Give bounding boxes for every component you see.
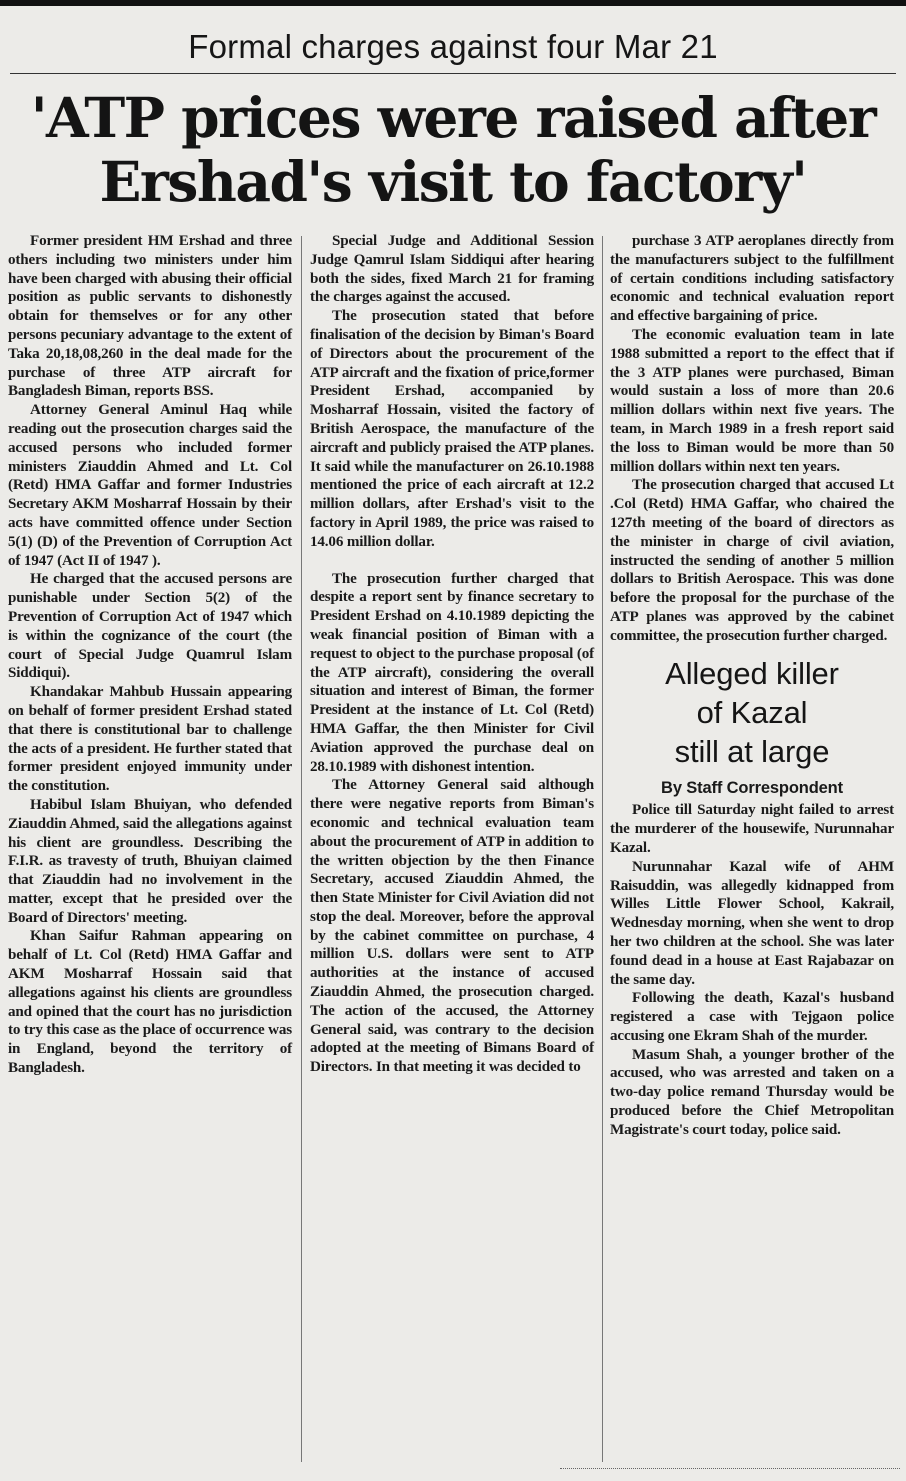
paragraph-gap <box>310 552 594 570</box>
column-divider-2 <box>602 236 603 1462</box>
clipped-bottom-edge <box>560 1468 900 1481</box>
story-paragraph: Nurunnahar Kazal wife of AHM Raisuddin, was allegedly kidnapped from Willes Little Flower School, Kakrail, Wednesday morning, when she went to drop her two children at the school. She was later found dead in a house at East Rajabazar on the same day. <box>610 858 894 988</box>
article-paragraph: The economic evaluation team in late 1988 submitted a report to the effect that if the 3 ATP planes were purchased, Biman would sustain a loss of more than 20.6 million dollars within next five years. The team, in March 1989 in a fresh report said the loss to Biman would be more than 50 million dollars within next ten years. <box>610 326 894 475</box>
article-column-3 <box>610 232 894 1140</box>
main-headline <box>0 86 906 214</box>
column-divider-1 <box>301 236 302 1462</box>
second-headline-line-3: still at large <box>674 733 830 769</box>
headline-line-1: 'ATP prices were raised after <box>30 85 876 150</box>
second-story-headline <box>610 654 894 771</box>
article-paragraph: Khandakar Mahbub Hussain appearing on behalf of former president Ershad stated that there is constitutional bar to challenge the acts of a president. He further stated that former president enjoyed immunity under the constitution. <box>8 684 292 795</box>
article-paragraph: Khan Saifur Rahman appearing on behalf of Lt. Col (Retd) HMA Gaffar and AKM Mosharraf Hossain said that allegations against his clients are groundless and opined that the court has no jurisdiction to try this case as the place of occurrence was in England, beyond the territory of Bangladesh. <box>8 928 292 1077</box>
article-paragraph: purchase 3 ATP aeroplanes directly from the manufacturers subject to the fulfillment of certain conditions including satisfactory economic and technical evaluation report and effective bargaining of price. <box>610 233 894 325</box>
second-headline-line-1: Alleged killer <box>665 655 839 691</box>
second-headline-line-2: of Kazal <box>696 694 808 730</box>
article-paragraph: Special Judge and Additional Session Judge Qamrul Islam Siddiqui after hearing both the sides, fixed March 21 for framing the charges against the accused. <box>310 233 594 306</box>
article-column-1 <box>8 232 292 1078</box>
article-paragraph: He charged that the accused persons are punishable under Section 5(2) of the Prevention of Corruption Act of 1947 which is within the cognizance of the court (the court of Special Judge Quamrul Islam Siddiqui). <box>8 571 292 682</box>
article-paragraph: Former president HM Ershad and three others including two ministers under him have been charged with abusing their official position as public servants to dishonestly obtain for themselves or for any other persons pecuniary advantage to the extent of Taka 20,18,08,260 in the deal made for the purchase of three ATP aircraft for Bangladesh Biman, reports BSS. <box>8 233 292 400</box>
kicker-divider <box>10 73 896 74</box>
article-paragraph: The Attorney General said although there were negative reports from Biman's economic and technical evaluation team about the procurement of ATP in addition to the written objection by the then Finance Secretary, accused Ziauddin Ahmed, the then State Minister for Civil Aviation did not stop the deal. Moreover, before the approval by the cabinet committee on purchase, 4 million U.S. dollars were sent to ATP authorities at the instance of accused Ziauddin Ahmed, the prosecution charged. The action of the accused, the Attorney General said, was contrary to the decision adopted at the meeting of Bimans Board of Directors. In that meeting it was decided to <box>310 777 594 1076</box>
article-paragraph: The prosecution stated that before finalisation of the decision by Biman's Board of Directors about the procurement of the ATP aircraft and the fixation of price,former President Ershad, accompanied by Mosharraf Hossain, visited the factory of British Aerospace, the manufacture of the aircraft and publicly praised the ATP planes. It said while the manufacturer on 26.10.1988 mentioned the price of each aircraft at 12.2 million dollars, after Ershad's visit to the factory in April 1989, the price was raised to 14.06 million dollar. <box>310 308 594 550</box>
article-column-2 <box>310 232 594 1077</box>
article-paragraph: The prosecution charged that accused Lt .Col (Retd) HMA Gaffar, who chaired the 127th meeting of the board of directors as the minister in charge of civil aviation, instructed the sending of another 5 million dollars to British Aerospace. This was done before the proposal for the purchase of the ATP planes was approved by the cabinet committee, the prosecution further charged. <box>610 477 894 644</box>
story-paragraph: Masum Shah, a younger brother of the accused, who was arrested and taken on a two-day police remand Thursday would be produced before the Chief Metropolitan Magistrate's court today, police said. <box>610 1046 894 1138</box>
story-paragraph: Police till Saturday night failed to arrest the murderer of the housewife, Nurunnahar Kazal. <box>610 802 894 856</box>
article-paragraph: Habibul Islam Bhuiyan, who defended Ziauddin Ahmed, said the allegations against his client are groundless. Describing the F.I.R. as travesty of truth, Bhuiyan claimed that Ziauddin had no involvement in the matter, except that he presided over the Board of Directors' meeting. <box>8 796 292 926</box>
headline-line-2: Ershad's visit to factory' <box>99 149 807 214</box>
byline: By Staff Correspondent <box>661 778 843 797</box>
article-paragraph: Attorney General Aminul Haq while reading out the prosecution charges said the accused persons who included former ministers Ziauddin Ahmed and Lt. Col (Retd) HMA Gaffar and former Industries Secretary AKM Mosharraf Hossain by their acts have committed offence under Section 5(1) (D) of the Prevention of Corruption Act of 1947 (Act II of 1947 ). <box>8 402 292 569</box>
story-paragraph: Following the death, Kazal's husband registered a case with Tejgaon police accusing one Ekram Shah of the murder. <box>610 990 894 1044</box>
top-border-rule <box>0 0 906 6</box>
kicker-headline: Formal charges against four Mar 21 <box>188 28 718 65</box>
article-paragraph: The prosecution further charged that despite a report sent by finance secretary to President Ershad on 4.10.1989 depicting the weak financial position of Biman with a request to object to the purchase proposal (of the ATP aircraft), considering the overall situation and interest of Biman, the former President at the instance of Lt. Col (Retd) HMA Gaffar, the then Minister for Civil Aviation approved the purchase deal on 28.10.1989 with dishonest intention. <box>310 570 594 775</box>
